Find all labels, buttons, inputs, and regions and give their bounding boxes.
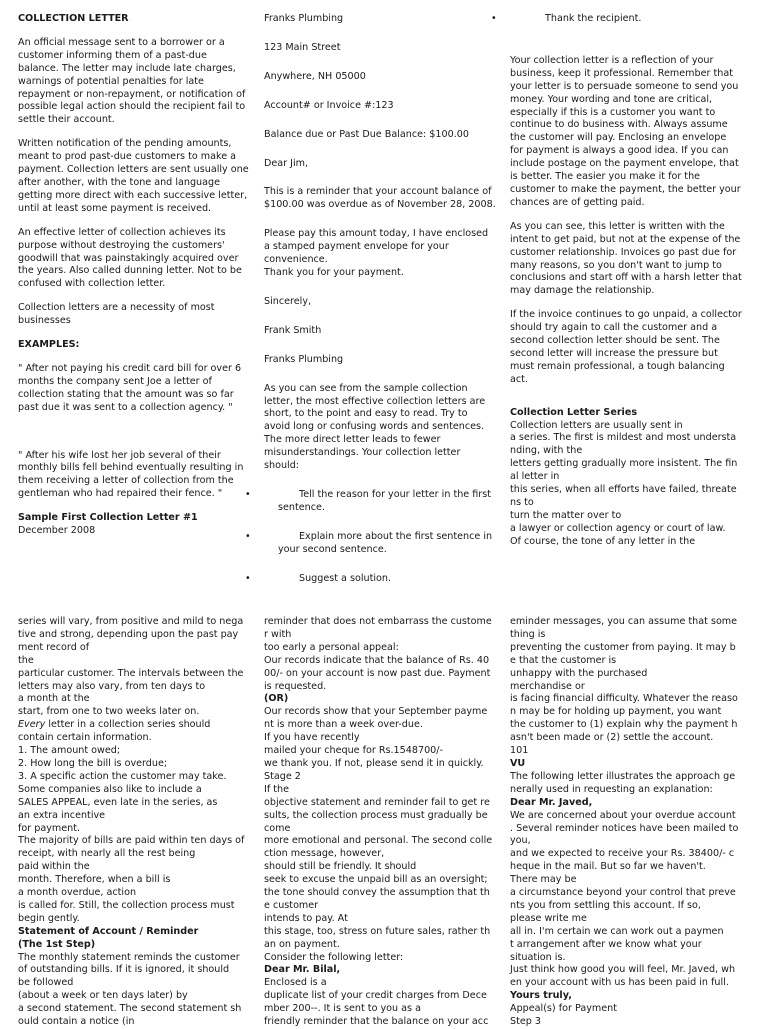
page2-column-1 [18, 616, 250, 1029]
text-line: mber 200--. It is sent to you as a [264, 1003, 421, 1015]
text-line: Enclosed is a [264, 977, 327, 989]
text-line: al letter in [510, 471, 560, 483]
examples-heading: EXAMPLES: [18, 339, 80, 351]
vu-label: VU [510, 757, 526, 769]
text-line: begin gently. [18, 912, 80, 924]
text-line: en your account with us has been paid in full. [510, 977, 729, 989]
section-heading: COLLECTION LETTER [18, 13, 129, 24]
text-line: reminder that does not embarrass the custome [264, 616, 492, 627]
text-lines [18, 952, 250, 1029]
sample-letter-date: December 2008 [18, 525, 96, 537]
paragraph: As you can see, this letter is written with the intent to get paid, but not at the expense of the customer relationship. Invoices go past due for many reasons, so you don't want to jump to conclusions and start off with a harsh letter that may damage the relationship. [510, 220, 742, 297]
text-lines [264, 706, 496, 964]
text-line: heque in the mail. But so far we haven't. [510, 861, 706, 873]
text-line: unhappy with the purchased [510, 667, 648, 679]
text-line: is facing financial difficulty. Whatever the reaso [510, 693, 738, 705]
text-line: a month at the [18, 693, 90, 705]
text-line: of outstanding bills. If it is ignored, it should [18, 964, 230, 976]
example-quote: " After his wife lost her job several of their monthly bills fell behind eventually resulting in them receiving a letter of collection from the gentleman who had repaired their fence. " [18, 449, 244, 500]
bullet-icon: • [245, 530, 251, 542]
text-line: SALES APPEAL, even late in the series, as [18, 796, 218, 808]
text-line: nts you from settling this account. If so, [510, 899, 701, 911]
text-line: a lawyer or collection agency or court of law. [510, 522, 726, 534]
text-line: this series, when all efforts have failed, threate [510, 484, 737, 496]
letter-body: Please pay this amount today, I have enclosed a stamped payment envelope for your convenience. [264, 228, 489, 266]
letter-account: Account# or Invoice #:123 [264, 99, 394, 111]
text-line: a month overdue, action [18, 887, 137, 899]
text-line: Of course, the tone of any letter in the [510, 535, 696, 547]
document-page-2 [0, 608, 768, 1028]
text-line: Consider the following letter: [264, 951, 404, 963]
text-line: objective statement and reminder fail to get re [264, 796, 490, 808]
paragraph: An official message sent to a borrower or a customer informing them of a past-due balance. The letter may include late charges, warnings of potential penalties for late repayment or non-repayment, or notification of possible legal action should the recipient fail to settle their account. [18, 36, 246, 126]
text-line: you, [510, 835, 531, 847]
text-line: paid within the [18, 861, 90, 873]
text-line: Every letter in a collection series should [18, 719, 211, 731]
letter-signer: Frank Smith [264, 324, 322, 336]
list-item: • Explain more about the first sentence in your second sentence. [245, 530, 493, 555]
paragraph: As you can see from the sample collection letter, the most effective collection letters are short, to the point and easy to read. Try to avoid long or confusing words and sentences. The more direct letter leads to fewer misunderstandings. Your collection letter should: [264, 382, 486, 472]
text-line: r with [264, 628, 292, 640]
page1-column-1 [18, 13, 250, 538]
letter-thanks: Thank you for your payment. [264, 266, 404, 278]
text-line: an extra incentive [18, 809, 106, 821]
paragraph: If the invoice continues to go unpaid, a collector should try again to call the customer and a second collection letter should be sent. The second letter will increase the pressure but must remain professional, a tough balancing act. [510, 309, 742, 385]
text-line: please write me [510, 912, 587, 924]
text-line: eminder messages, you can assume that some [510, 616, 738, 627]
example-quote: " After not paying his credit card bill for over 6 months the company sent Joe a letter of collection stating that the amount was so far past due it was sent to a collection agency. " [18, 362, 242, 413]
text-line: should still be friendly. It should [264, 861, 417, 873]
bullet-icon: • [245, 488, 251, 500]
text-line: intends to pay. At [264, 912, 348, 924]
letter-closing: Sincerely, [264, 295, 312, 307]
text-line: this stage, too, stress on future sales, rather th [264, 925, 491, 937]
text-line: start, from one to two weeks later on. [18, 706, 200, 718]
text-line: The following letter illustrates the approach ge [510, 770, 736, 782]
text-line: duplicate list of your credit charges from Dece [264, 990, 487, 1002]
text-line: all in. I'm certain we can work out a paymen [510, 925, 724, 937]
text-line: mailed your cheque for Rs.1548700/- [264, 745, 443, 757]
text-line: Collection letters are usually sent in [510, 419, 683, 431]
text-line: letters may also vary, from ten days to [18, 680, 206, 692]
text-line: ction message, however, [264, 848, 385, 860]
text-line: Appeal(s) for Payment [510, 1003, 617, 1015]
letter-body: This is a reminder that your account balance of $100.00 was overdue as of November 28, 2008. [264, 186, 496, 211]
page2-column-3 [510, 616, 742, 1029]
paragraph: Collection letters are a necessity of most businesses [18, 302, 215, 327]
text-line: merchandise or [510, 680, 585, 692]
text-line: nding, with the [510, 445, 583, 457]
letter-balance: Balance due or Past Due Balance: $100.00 [264, 128, 469, 140]
or-label: (OR) [264, 693, 289, 705]
text-line: tive and strong, depending upon the past pay [18, 628, 239, 640]
text-line: particular customer. The intervals between the [18, 667, 244, 679]
bullet-icon: • [245, 572, 251, 584]
text-line: sults, the collection process must gradually be [264, 809, 488, 821]
statement-heading: Statement of Account / Reminder [18, 925, 199, 937]
list-item: • Suggest a solution. [245, 572, 392, 584]
text-line: nerally used in requesting an explanation: [510, 783, 713, 795]
list-item: • Tell the reason for your letter in the first sentence. [245, 488, 492, 513]
page2-column-2 [264, 616, 496, 1029]
statement-subheading: (The 1st Step) [18, 938, 96, 950]
paragraph: Written notification of the pending amounts, meant to prod past-due customers to make a payment. Collection letters are sent usually one after another, with the tone and language getting more direct with each successive letter, until at least some payment is received. [18, 138, 249, 214]
text-lines [510, 771, 742, 797]
text-line: come [264, 822, 291, 834]
text-line: e customer [264, 899, 319, 911]
text-line: and we expected to receive your Rs. 38400/- c [510, 848, 735, 860]
text-lines [510, 810, 742, 991]
letter-salutation: Dear Jim, [264, 157, 309, 169]
text-line: 1. The amount owed; [18, 745, 121, 757]
text-line: seek to excuse the unpaid bill as an oversight; [264, 874, 488, 886]
text-line: ns to [510, 497, 534, 508]
text-lines [264, 977, 496, 1029]
text-line: a circumstance beyond your control that preve [510, 887, 736, 899]
text-line: thing is [510, 628, 546, 640]
text-line: If the [264, 783, 290, 795]
text-line: The monthly statement reminds the customer [18, 951, 240, 963]
text-line: turn the matter over to [510, 509, 622, 521]
text-line: 2. How long the bill is overdue; [18, 757, 168, 769]
text-line: receipt, with nearly all the rest being [18, 848, 196, 860]
text-line: . Several reminder notices have been mailed to [510, 822, 739, 834]
text-line: 101 [510, 745, 529, 757]
text-line: If you have recently [264, 732, 360, 744]
text-line: There may be [510, 874, 577, 886]
text-line: Our records indicate that the balance of Rs. 40 [264, 654, 490, 666]
text-lines [18, 616, 250, 719]
text-line: situation is. [510, 951, 566, 963]
text-lines [264, 616, 496, 693]
text-line: series will vary, from positive and mild to nega [18, 616, 244, 627]
text-line: Stage 2 [264, 770, 301, 782]
series-heading: Collection Letter Series [510, 406, 638, 418]
paragraph: Your collection letter is a reflection of your business, keep it professional. Remember that your letter is to persuade someone to send you money. Your wording and tone are critical, especially if this is a customer you want to continue to do business with. Always assume the customer will pay. Enclosing an envelope for payment is always a good idea. If you can include postage on the payment envelope, that is better. The easier you make it for the customer to make the payment, the better your chances are of getting paid. [510, 54, 741, 208]
text-line: n may be for holding up payment, you want [510, 706, 722, 718]
text-line: for payment. [18, 822, 81, 834]
text-line: an on payment. [264, 938, 340, 950]
sample-letter-heading: Sample First Collection Letter #1 [18, 512, 198, 524]
page1-column-3 [491, 13, 742, 549]
text-line: ould contain a notice (in [18, 1016, 135, 1028]
text-line: the tone should convey the assumption that th [264, 887, 490, 899]
text-line: 3. A specific action the customer may take. [18, 770, 227, 782]
page1-column-2 [245, 13, 496, 585]
text-line: t arrangement after we know what your [510, 938, 702, 950]
text-line: month. Therefore, when a bill is [18, 874, 171, 886]
text-line: nt is more than a week over-due. [264, 719, 423, 731]
text-line: (about a week or ten days later) by [18, 990, 188, 1002]
text-lines [510, 1003, 742, 1029]
bullet-icon: • [491, 13, 497, 24]
text-line: Some companies also like to include a [18, 783, 202, 795]
series-lines [510, 420, 742, 549]
text-line: ment record of [18, 641, 90, 653]
letter-company: Franks Plumbing [264, 13, 344, 24]
text-line: The majority of bills are paid within ten days of [18, 835, 245, 847]
text-lines [510, 616, 742, 758]
text-line: 00/- on your account is now past due. Payment [264, 667, 491, 679]
paragraph: An effective letter of collection achieves its purpose without destroying the customers' goodwill that was painstakingly acquired over the years. Also called dunning letter. Not to be confused with collection letter. [18, 226, 242, 290]
text-line: too early a personal appeal: [264, 641, 399, 653]
text-line: We are concerned about your overdue account [510, 809, 736, 821]
letter-street: 123 Main Street [264, 41, 341, 53]
text-line: Just think how good you will feel, Mr. Javed, wh [510, 964, 736, 976]
text-line: the [18, 654, 34, 666]
text-line: asn't been made or (2) settle the account. [510, 732, 714, 744]
letter-signer-company: Franks Plumbing [264, 353, 344, 365]
letter-salutation: Dear Mr. Bilal, [264, 964, 341, 976]
text-line: letters getting gradually more insistent. The fin [510, 458, 738, 470]
text-line: a second statement. The second statement sh [18, 1003, 242, 1015]
text-line: friendly reminder that the balance on your acc [264, 1016, 489, 1028]
letter-city: Anywhere, NH 05000 [264, 70, 366, 82]
text-line: Step 3 [510, 1016, 541, 1028]
letter-salutation: Dear Mr. Javed, [510, 796, 593, 808]
text-line: preventing the customer from paying. It may b [510, 641, 736, 653]
letter-closing: Yours truly, [510, 990, 572, 1002]
text-line: be followed [18, 977, 74, 989]
text-line: is called for. Still, the collection process must [18, 899, 235, 911]
text-line: contain certain information. [18, 732, 152, 744]
text-line: Our records show that your September payme [264, 706, 488, 718]
text-lines [18, 732, 250, 926]
text-line: is requested. [264, 680, 327, 692]
text-line: more emotional and personal. The second colle [264, 835, 493, 847]
text-line: we thank you. If not, please send it in quickly. [264, 757, 484, 769]
list-item: • Thank the recipient. [491, 13, 642, 24]
text-line: the customer to (1) explain why the payment h [510, 719, 738, 731]
text-line: a series. The first is mildest and most understa [510, 432, 737, 444]
text-line: e that the customer is [510, 654, 617, 666]
